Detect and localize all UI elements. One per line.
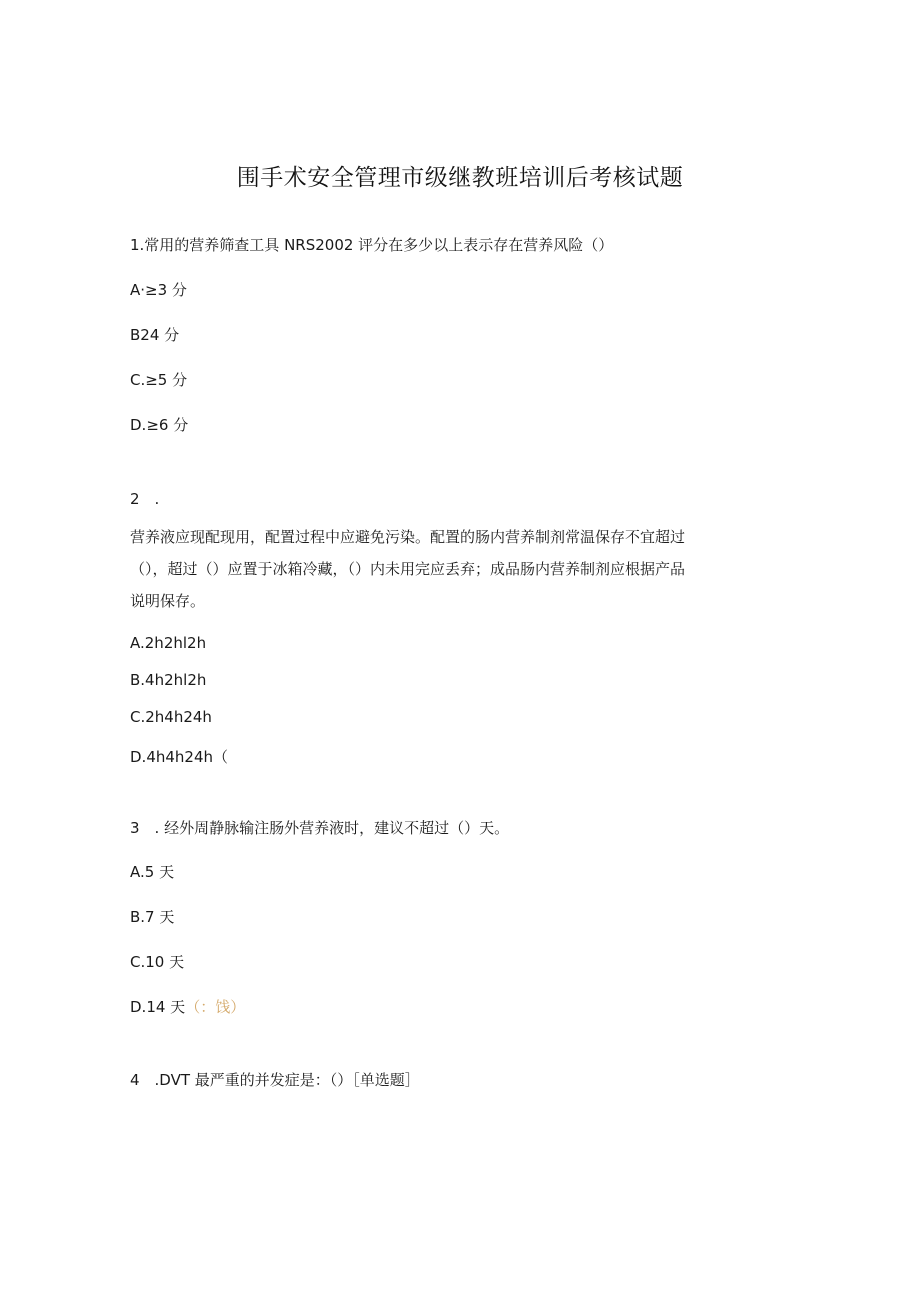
- page-title: 围手术安全管理市级继教班培训后考核试题: [236, 165, 684, 191]
- question-3-stem: 3 . 经外周静脉输注肠外营养液时，建议不超过（）天。: [130, 819, 510, 837]
- question-1-option-d: D.≥6 分: [130, 416, 189, 434]
- question-2-number: 2 .: [130, 490, 160, 508]
- question-2-stem-line-2: （），超过（）应置于冰箱冷藏，（）内未用完应丢弃；成品肠内营养制剂应根据产品: [130, 560, 686, 578]
- question-1-option-a: A·≥3 分: [130, 281, 187, 299]
- question-2-stem-line-3: 说明保存。: [130, 592, 206, 610]
- question-2-stem-line-1: 营养液应现配现用，配置过程中应避免污染。配置的肠内营养制剂常温保存不宜超过: [130, 528, 686, 546]
- question-2-stem: [130, 521, 780, 617]
- question-1-stem: 1.常用的营养筛查工具 NRS2002 评分在多少以上表示存在营养风险（）: [130, 236, 614, 254]
- question-1-option-c: C.≥5 分: [130, 371, 188, 389]
- question-3-option-d: D.14 天: [130, 998, 186, 1016]
- question-3-option-d-note: （：饯）: [185, 998, 246, 1016]
- question-3-option-b: B.7 天: [130, 908, 175, 926]
- question-3-option-c: C.10 天: [130, 953, 185, 971]
- question-2-option-d: D.4h4h24h（: [130, 748, 229, 766]
- question-3-option-d-line: [130, 996, 245, 1017]
- question-2-option-b: B.4h2hl2h: [130, 671, 207, 689]
- question-4-stem: 4 .DVT 最严重的并发症是：（）［单选题］: [130, 1071, 420, 1089]
- question-2-option-a: A.2h2hl2h: [130, 634, 207, 652]
- question-1-option-b: B24 分: [130, 326, 180, 344]
- question-3-option-a: A.5 天: [130, 863, 175, 881]
- question-2-option-c: C.2h4h24h: [130, 708, 212, 726]
